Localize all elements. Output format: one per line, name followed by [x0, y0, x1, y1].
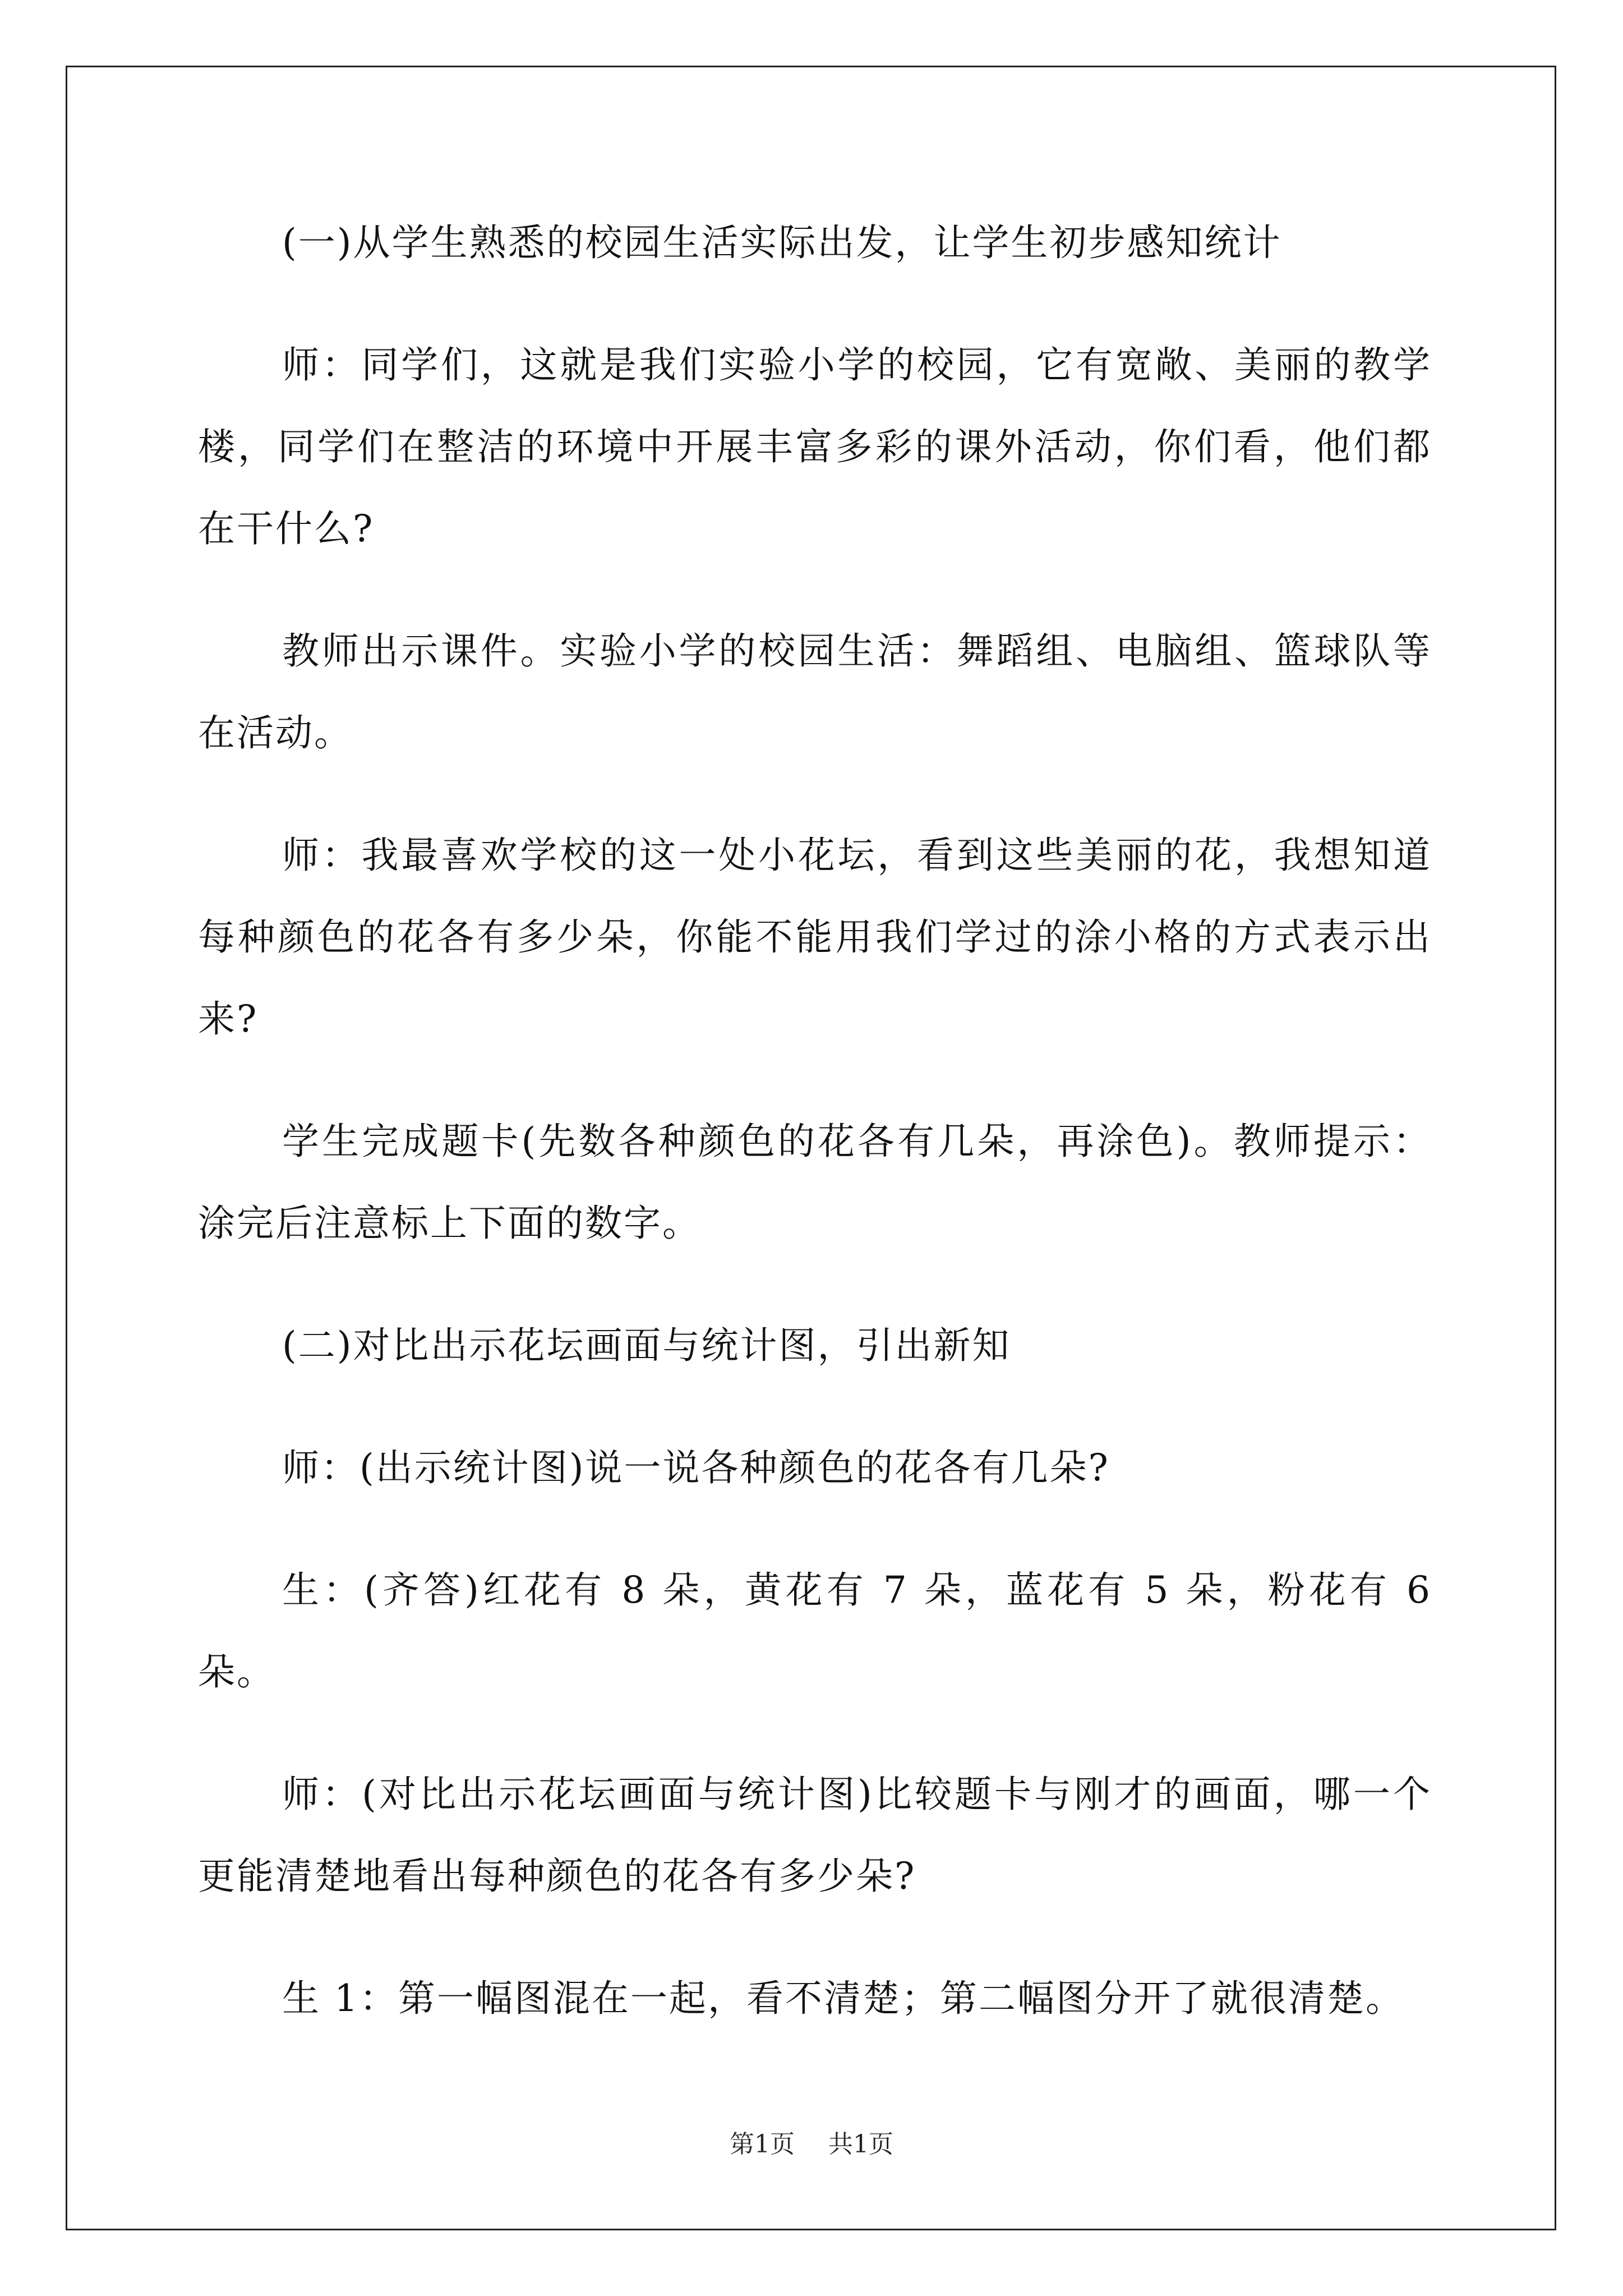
paragraph-flower-bed: 师：我最喜欢学校的这一处小花坛，看到这些美丽的花，我想知道每种颜色的花各有多少朵，你能不能用我们学过的涂小格的方式表示出来? — [198, 834, 1432, 1041]
paragraph-section-one-heading: (一)从学生熟悉的校园生活实际出发，让学生初步感知统计 — [282, 221, 1282, 264]
page-number: 第1页 — [730, 2130, 795, 2159]
paragraph-teacher-compare: 师：(对比出示花坛画面与统计图)比较题卡与刚才的画面，哪一个更能清楚地看出每种颜色的花各有多少朵? — [198, 1773, 1432, 1898]
paragraph-student-task: 学生完成题卡(先数各种颜色的花各有几朵，再涂色)。教师提示：涂完后注意标上下面的数字。 — [198, 1120, 1432, 1245]
paragraph-teacher-question: 师：(出示统计图)说一说各种颜色的花各有几朵? — [282, 1446, 1110, 1489]
page-total: 共1页 — [828, 2130, 893, 2159]
page-footer — [0, 2128, 1623, 2161]
paragraph-section-two-heading: (二)对比出示花坛画面与统计图，引出新知 — [282, 1324, 1011, 1367]
paragraph-teacher-intro: 师：同学们，这就是我们实验小学的校园，它有宽敞、美丽的教学楼，同学们在整洁的环境中开展丰富多彩的课外活动，你们看，他们都在干什么? — [198, 343, 1432, 550]
paragraph-courseware: 教师出示课件。实验小学的校园生活：舞蹈组、电脑组、篮球队等在活动。 — [198, 629, 1432, 754]
document-body — [198, 202, 1432, 2080]
paragraph-student-one: 生 1：第一幅图混在一起，看不清楚；第二幅图分开了就很清楚。 — [282, 1977, 1404, 2020]
paragraph-student-answer: 生：(齐答)红花有 8 朵，黄花有 7 朵，蓝花有 5 朵，粉花有 6 朵。 — [198, 1568, 1432, 1694]
